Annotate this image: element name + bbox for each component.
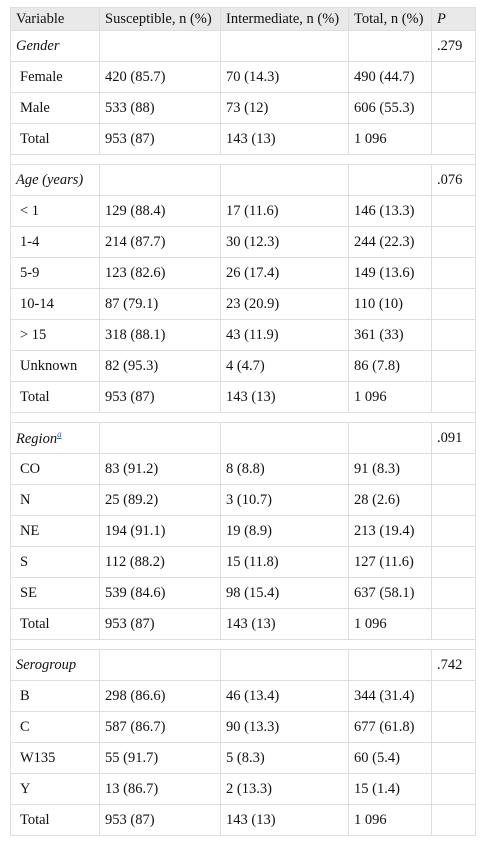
intermediate-cell: 143 (13) bbox=[221, 124, 349, 155]
row-label: Male bbox=[11, 93, 100, 124]
row-label: CO bbox=[11, 454, 100, 485]
row-label: > 15 bbox=[11, 320, 100, 351]
p-cell bbox=[432, 62, 476, 93]
table-row bbox=[11, 609, 476, 640]
intermediate-cell: 73 (12) bbox=[221, 93, 349, 124]
total-cell: 361 (33) bbox=[349, 320, 432, 351]
p-cell bbox=[432, 681, 476, 712]
p-cell bbox=[432, 516, 476, 547]
header-total: Total, n (%) bbox=[349, 8, 432, 31]
p-cell bbox=[432, 712, 476, 743]
p-value: .076 bbox=[432, 165, 476, 196]
susceptible-cell: 953 (87) bbox=[100, 609, 221, 640]
p-cell bbox=[432, 93, 476, 124]
footnote-marker bbox=[57, 429, 62, 439]
total-cell: 110 (10) bbox=[349, 289, 432, 320]
section-header-row bbox=[11, 650, 476, 681]
total-cell: 86 (7.8) bbox=[349, 351, 432, 382]
p-value: .742 bbox=[432, 650, 476, 681]
section-name: Gender bbox=[16, 37, 60, 54]
empty-cell bbox=[100, 31, 221, 62]
total-cell: 146 (13.3) bbox=[349, 196, 432, 227]
table-row bbox=[11, 485, 476, 516]
p-value: .091 bbox=[432, 423, 476, 454]
p-cell bbox=[432, 258, 476, 289]
intermediate-cell: 90 (13.3) bbox=[221, 712, 349, 743]
intermediate-cell: 70 (14.3) bbox=[221, 62, 349, 93]
section-header-row bbox=[11, 165, 476, 196]
intermediate-cell: 17 (11.6) bbox=[221, 196, 349, 227]
table-row bbox=[11, 547, 476, 578]
table-row bbox=[11, 227, 476, 258]
susceptible-cell: 112 (88.2) bbox=[100, 547, 221, 578]
susceptible-cell: 539 (84.6) bbox=[100, 578, 221, 609]
spacer-cell bbox=[11, 413, 476, 423]
p-cell bbox=[432, 289, 476, 320]
total-cell: 28 (2.6) bbox=[349, 485, 432, 516]
row-label: W135 bbox=[11, 743, 100, 774]
p-value: .279 bbox=[432, 31, 476, 62]
intermediate-cell: 8 (8.8) bbox=[221, 454, 349, 485]
row-label: 1-4 bbox=[11, 227, 100, 258]
table-row bbox=[11, 805, 476, 836]
susceptible-cell: 13 (86.7) bbox=[100, 774, 221, 805]
row-label: C bbox=[11, 712, 100, 743]
table-header bbox=[11, 8, 476, 31]
total-cell: 1 096 bbox=[349, 124, 432, 155]
susceptible-cell: 82 (95.3) bbox=[100, 351, 221, 382]
header-variable: Variable bbox=[11, 8, 100, 31]
empty-cell bbox=[349, 423, 432, 454]
header-row bbox=[11, 8, 476, 31]
row-label: 10-14 bbox=[11, 289, 100, 320]
p-cell bbox=[432, 227, 476, 258]
empty-cell bbox=[221, 650, 349, 681]
row-label: Total bbox=[11, 124, 100, 155]
empty-cell bbox=[221, 423, 349, 454]
section-title bbox=[11, 31, 100, 62]
table-row bbox=[11, 289, 476, 320]
section-spacer bbox=[11, 413, 476, 423]
total-cell: 1 096 bbox=[349, 382, 432, 413]
table-row bbox=[11, 320, 476, 351]
intermediate-cell: 143 (13) bbox=[221, 382, 349, 413]
row-label: N bbox=[11, 485, 100, 516]
intermediate-cell: 98 (15.4) bbox=[221, 578, 349, 609]
p-cell bbox=[432, 382, 476, 413]
total-cell: 15 (1.4) bbox=[349, 774, 432, 805]
p-cell bbox=[432, 609, 476, 640]
table-row bbox=[11, 93, 476, 124]
intermediate-cell: 143 (13) bbox=[221, 805, 349, 836]
row-label: Total bbox=[11, 382, 100, 413]
section-title bbox=[11, 165, 100, 196]
table-row bbox=[11, 196, 476, 227]
table-row bbox=[11, 454, 476, 485]
p-cell bbox=[432, 320, 476, 351]
intermediate-cell: 4 (4.7) bbox=[221, 351, 349, 382]
intermediate-cell: 30 (12.3) bbox=[221, 227, 349, 258]
empty-cell bbox=[221, 31, 349, 62]
table-row bbox=[11, 62, 476, 93]
header-p-value: P bbox=[432, 8, 476, 31]
spacer-cell bbox=[11, 640, 476, 650]
susceptible-cell: 123 (82.6) bbox=[100, 258, 221, 289]
row-label: S bbox=[11, 547, 100, 578]
header-susceptible: Susceptible, n (%) bbox=[100, 8, 221, 31]
section-header-row bbox=[11, 31, 476, 62]
total-cell: 344 (31.4) bbox=[349, 681, 432, 712]
results-table bbox=[10, 7, 476, 836]
total-cell: 91 (8.3) bbox=[349, 454, 432, 485]
total-cell: 490 (44.7) bbox=[349, 62, 432, 93]
susceptible-cell: 214 (87.7) bbox=[100, 227, 221, 258]
susceptible-cell: 587 (86.7) bbox=[100, 712, 221, 743]
empty-cell bbox=[100, 423, 221, 454]
table-row bbox=[11, 578, 476, 609]
susceptible-cell: 318 (88.1) bbox=[100, 320, 221, 351]
susceptible-cell: 87 (79.1) bbox=[100, 289, 221, 320]
section-title bbox=[11, 423, 100, 454]
intermediate-cell: 26 (17.4) bbox=[221, 258, 349, 289]
intermediate-cell: 23 (20.9) bbox=[221, 289, 349, 320]
row-label: Unknown bbox=[11, 351, 100, 382]
table-row bbox=[11, 712, 476, 743]
empty-cell bbox=[100, 650, 221, 681]
p-cell bbox=[432, 805, 476, 836]
row-label: 5-9 bbox=[11, 258, 100, 289]
row-label: < 1 bbox=[11, 196, 100, 227]
susceptible-cell: 953 (87) bbox=[100, 805, 221, 836]
table-row bbox=[11, 351, 476, 382]
empty-cell bbox=[349, 165, 432, 196]
total-cell: 1 096 bbox=[349, 609, 432, 640]
row-label: Total bbox=[11, 805, 100, 836]
susceptible-cell: 953 (87) bbox=[100, 124, 221, 155]
susceptible-cell: 298 (86.6) bbox=[100, 681, 221, 712]
total-cell: 606 (55.3) bbox=[349, 93, 432, 124]
total-cell: 1 096 bbox=[349, 805, 432, 836]
intermediate-cell: 19 (8.9) bbox=[221, 516, 349, 547]
susceptible-cell: 83 (91.2) bbox=[100, 454, 221, 485]
total-cell: 127 (11.6) bbox=[349, 547, 432, 578]
row-label: Total bbox=[11, 609, 100, 640]
section-title bbox=[11, 650, 100, 681]
intermediate-cell: 3 (10.7) bbox=[221, 485, 349, 516]
total-cell: 244 (22.3) bbox=[349, 227, 432, 258]
table-row bbox=[11, 258, 476, 289]
p-cell bbox=[432, 485, 476, 516]
total-cell: 677 (61.8) bbox=[349, 712, 432, 743]
intermediate-cell: 143 (13) bbox=[221, 609, 349, 640]
footnote-link[interactable]: a bbox=[57, 428, 62, 439]
p-cell bbox=[432, 578, 476, 609]
susceptible-cell: 25 (89.2) bbox=[100, 485, 221, 516]
row-label: NE bbox=[11, 516, 100, 547]
susceptible-cell: 194 (91.1) bbox=[100, 516, 221, 547]
intermediate-cell: 5 (8.3) bbox=[221, 743, 349, 774]
total-cell: 149 (13.6) bbox=[349, 258, 432, 289]
table-row bbox=[11, 382, 476, 413]
table-row bbox=[11, 124, 476, 155]
total-cell: 213 (19.4) bbox=[349, 516, 432, 547]
empty-cell bbox=[349, 650, 432, 681]
table-body bbox=[11, 31, 476, 836]
empty-cell bbox=[221, 165, 349, 196]
row-label: SE bbox=[11, 578, 100, 609]
section-name: Serogroup bbox=[16, 656, 77, 673]
row-label: Female bbox=[11, 62, 100, 93]
section-name: Region bbox=[16, 430, 58, 447]
total-cell: 637 (58.1) bbox=[349, 578, 432, 609]
table-row bbox=[11, 743, 476, 774]
p-cell bbox=[432, 454, 476, 485]
p-cell bbox=[432, 351, 476, 382]
spacer-cell bbox=[11, 155, 476, 165]
susceptible-cell: 129 (88.4) bbox=[100, 196, 221, 227]
section-header-row bbox=[11, 423, 476, 454]
susceptible-cell: 533 (88) bbox=[100, 93, 221, 124]
table-row bbox=[11, 681, 476, 712]
intermediate-cell: 46 (13.4) bbox=[221, 681, 349, 712]
intermediate-cell: 2 (13.3) bbox=[221, 774, 349, 805]
susceptible-cell: 420 (85.7) bbox=[100, 62, 221, 93]
row-label: B bbox=[11, 681, 100, 712]
empty-cell bbox=[100, 165, 221, 196]
intermediate-cell: 43 (11.9) bbox=[221, 320, 349, 351]
susceptible-cell: 55 (91.7) bbox=[100, 743, 221, 774]
p-cell bbox=[432, 774, 476, 805]
section-spacer bbox=[11, 155, 476, 165]
section-name: Age (years) bbox=[16, 171, 84, 188]
table-row bbox=[11, 774, 476, 805]
p-cell bbox=[432, 196, 476, 227]
header-intermediate: Intermediate, n (%) bbox=[221, 8, 349, 31]
table-row bbox=[11, 516, 476, 547]
row-label: Y bbox=[11, 774, 100, 805]
empty-cell bbox=[349, 31, 432, 62]
p-cell bbox=[432, 547, 476, 578]
p-cell bbox=[432, 743, 476, 774]
section-spacer bbox=[11, 640, 476, 650]
total-cell: 60 (5.4) bbox=[349, 743, 432, 774]
p-cell bbox=[432, 124, 476, 155]
intermediate-cell: 15 (11.8) bbox=[221, 547, 349, 578]
susceptible-cell: 953 (87) bbox=[100, 382, 221, 413]
